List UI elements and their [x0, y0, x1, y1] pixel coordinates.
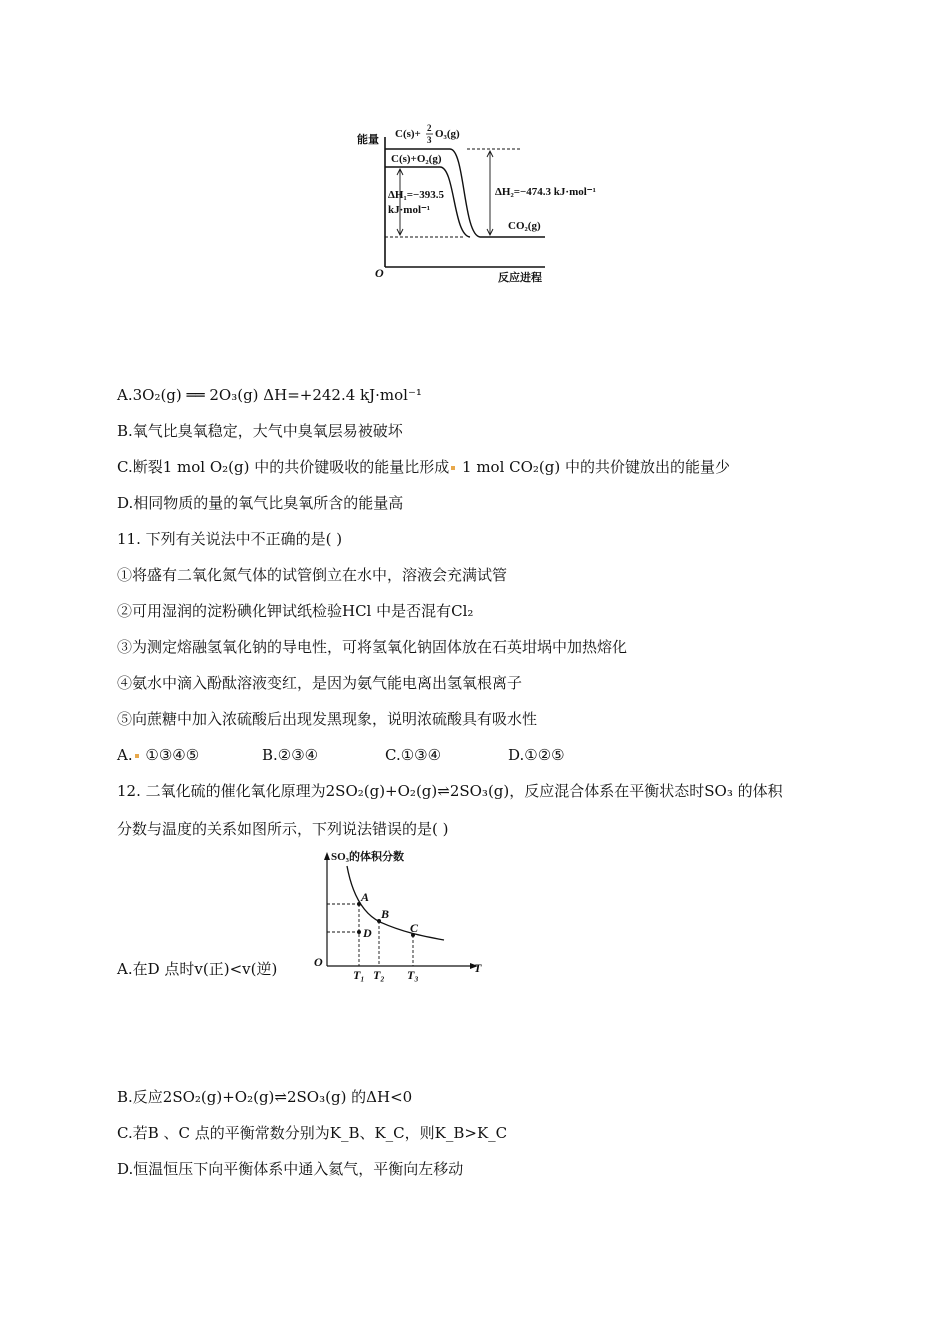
energy-x-label: 反应进程 — [498, 272, 542, 284]
q10-option-d: D.相同物质的量的氧气比臭氧所含的能量高 — [117, 494, 404, 512]
q11-statement-4: ④氨水中滴入酚酞溶液变红，是因为氨气能电离出氢氧根离子 — [117, 674, 523, 692]
q12-option-b: B.反应2SO₂(g)+O₂(g)⇌2SO₃(g) 的ΔH<0 — [117, 1088, 413, 1106]
q12-option-a: A.在D 点时v(正)<v(逆) — [117, 960, 278, 978]
label-b: B — [381, 907, 390, 921]
q12-stem-line1: 12. 二氧化硫的催化氧化原理为2SO₂(g)+O₂(g)⇌2SO₃(g)，反应混合体系在平衡状态时SO₃ 的体积 — [117, 782, 783, 800]
energy-origin: O — [375, 266, 384, 280]
label-t2: T₂ — [373, 968, 385, 982]
so3-y-label: SO₃的体积分数 — [331, 851, 404, 863]
label-d: D — [363, 926, 372, 940]
q11-statement-5: ⑤向蔗糖中加入浓硫酸后出现发黑现象，说明浓硫酸具有吸水性 — [117, 710, 538, 728]
state-top-frac-den: 3 — [427, 135, 432, 145]
dh1-label-b: kJ·mol⁻¹ — [388, 204, 431, 216]
label-a: A — [361, 890, 370, 904]
q11-options — [117, 745, 565, 765]
q11-option-b: B.②③④ — [262, 746, 319, 764]
curve-mid — [385, 167, 470, 237]
q11-option-a: A. ①③④⑤ — [117, 746, 200, 764]
state-top-tail: O₃(g) — [435, 128, 460, 140]
state-mid-label: C(s)+O₂(g) — [391, 153, 442, 165]
q11-statement-1: ①将盛有二氧化氮气体的试管倒立在水中，溶液会充满试管 — [117, 566, 508, 584]
q10-option-a: A.3O₂(g) ══ 2O₃(g) ΔH=+242.4 kJ·mol⁻¹ — [117, 386, 422, 404]
q11-statement-2: ②可用湿润的淀粉碘化钾试纸检验HCl 中是否混有Cl₂ — [117, 602, 474, 620]
q11-option-d: D.①②⑤ — [508, 746, 565, 764]
dh2-label: ΔH₂=−474.3 kJ·mol⁻¹ — [495, 186, 596, 198]
so3-x-label: T — [474, 961, 482, 975]
q11-statement-3: ③为测定熔融氢氧化钠的导电性，可将氢氧化钠固体放在石英坩埚中加热熔化 — [117, 638, 628, 656]
point-d — [357, 930, 361, 934]
q12-option-c: C.若B 、C 点的平衡常数分别为K_B、K_C，则K_B>K_C — [117, 1124, 508, 1142]
so3-origin: O — [314, 955, 323, 969]
energy-diagram — [355, 125, 605, 290]
q10-option-b: B.氧气比臭氧稳定，大气中臭氧层易被破坏 — [117, 422, 403, 440]
state-bottom-label: CO₂(g) — [508, 220, 541, 232]
q10-option-c-part1: C.断裂1 mol O₂(g) 中的共价键吸收的能量比形成 — [117, 458, 450, 476]
q10-option-c — [117, 457, 730, 477]
state-top-label: C(s)+ — [395, 128, 421, 140]
label-t3: T₃ — [407, 968, 419, 982]
state-top-frac-num: 2 — [427, 123, 432, 133]
q12-option-d: D.恒温恒压下向平衡体系中通入氦气，平衡向左移动 — [117, 1160, 464, 1178]
so3-y-arrow — [324, 852, 330, 860]
q11-stem: 11. 下列有关说法中不正确的是( ) — [117, 530, 343, 548]
energy-y-label: 能量 — [357, 134, 379, 146]
label-c: C — [410, 921, 419, 935]
q12-stem-line2: 分数与温度的关系如图所示，下列说法错误的是( ) — [117, 820, 449, 838]
label-t1: T₁ — [353, 968, 365, 982]
q11-option-c: C.①③④ — [385, 746, 442, 764]
dh1-label-a: ΔH₁=−393.5 — [388, 189, 445, 201]
so3-chart — [312, 848, 492, 983]
mark-dot — [451, 466, 455, 470]
mark-dot — [135, 754, 139, 758]
q10-option-c-part2: 1 mol CO₂(g) 中的共价键放出的能量少 — [462, 458, 731, 476]
